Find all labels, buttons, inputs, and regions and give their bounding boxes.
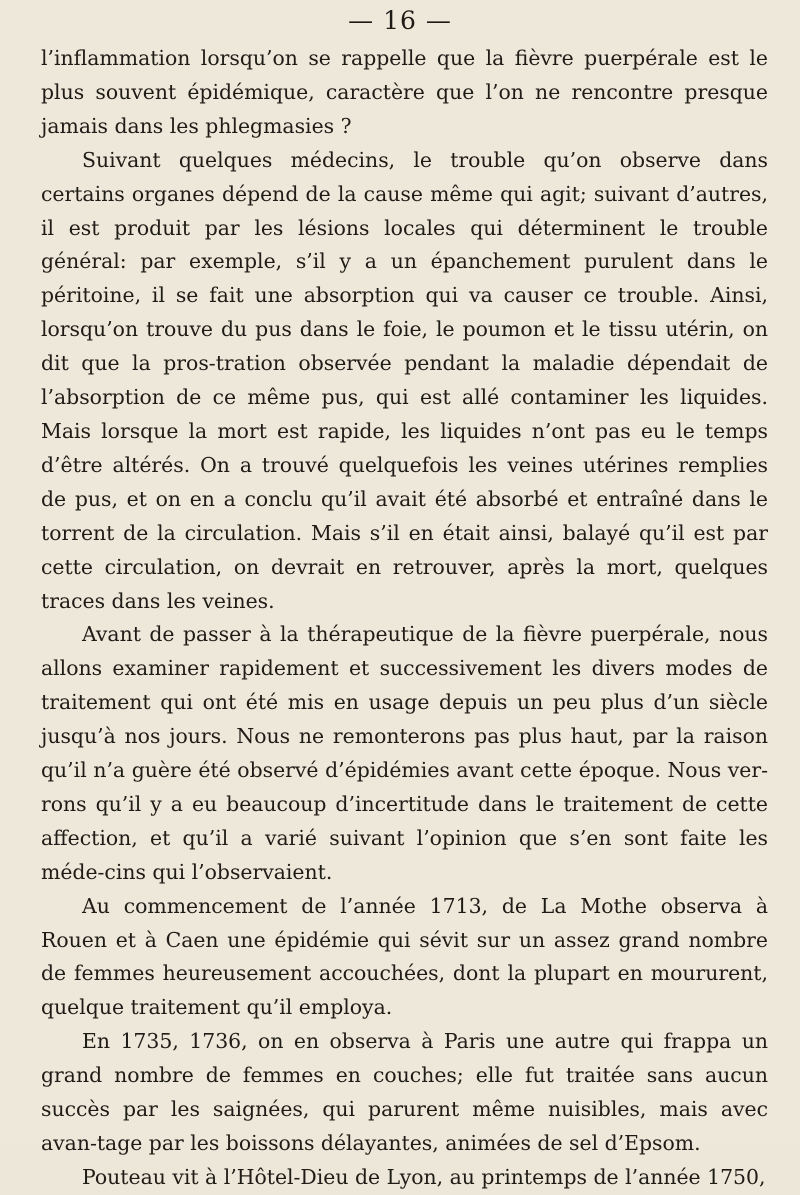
page-body: [41, 42, 768, 1195]
page-number: — 16 —: [348, 6, 452, 35]
paragraph-pouteau: Pouteau vit à l’Hôtel-Dieu de Lyon, au printemps de l’année 1750,: [82, 1164, 766, 1189]
paragraph-continuation: l’inflammation lorsqu’on se rappelle que la fièvre puerpérale est le plus souvent épidémique, caractère que l’on ne rencontre presque jamais dans les phlegmasies ?: [41, 46, 768, 138]
paragraph-medical-theories: Suivant quelques médecins, le trouble qu’on observe dans certains organes dépend de la cause même qui agit; suivant d’autres, il est produit par les lésions locales qui déterminent le trouble général: par exemple, s’il y a un épanchement purulent dans le péritoine, il se fait une absorption qui va causer ce trouble. Ainsi, lorsqu’on trouve du pus dans le foie, le poumon et le tissu utérin, on dit que la pros-tration observée pendant la maladie dépendait de l’absorption de ce même pus, qui est allé contaminer les liquides. Mais lorsque la mort est rapide, les liquides n’ont pas eu le temps d’être altérés. On a trouvé quelquefois les veines utérines remplies de pus, et on en a conclu qu’il avait été absorbé et entraîné dans le torrent de la circulation. Mais s’il en était ainsi, balayé qu’il est par cette circulation, on devrait en retrouver, après la mort, quelques traces dans les veines.: [41, 147, 768, 613]
paragraph-1735-epidemic: En 1735, 1736, on en observa à Paris une autre qui frappa un grand nombre de femmes en couches; elle fut traitée sans aucun succès par les saignées, qui parurent même nuisibles, mais avec avan-tage par les boissons délayantes, animées de sel d’Epsom.: [41, 1029, 768, 1155]
paragraph-treatment-intro: Avant de passer à la thérapeutique de la fièvre puerpérale, nous allons examiner rapidement et successivement les divers modes de traitement qui ont été mis en usage depuis un peu plus d’un siècle jusqu’à nos jours. Nous ne remonterons pas plus haut, par la raison qu’il n’a guère été observé d’épidémies avant cette époque. Nous ver-rons qu’il y a eu beaucoup d’incertitude dans le traitement de cette affection, et qu’il a varié suivant l’opinion que s’en sont faite les méde-cins qui l’observaient.: [41, 622, 768, 884]
paragraph-1713-epidemic: Au commencement de l’année 1713, de La Mothe observa à Rouen et à Caen une épidémie qui sévit sur un assez grand nombre de femmes heureusement accouchées, dont la plupart en moururent, quelque traitement qu’il employa.: [41, 893, 768, 1020]
